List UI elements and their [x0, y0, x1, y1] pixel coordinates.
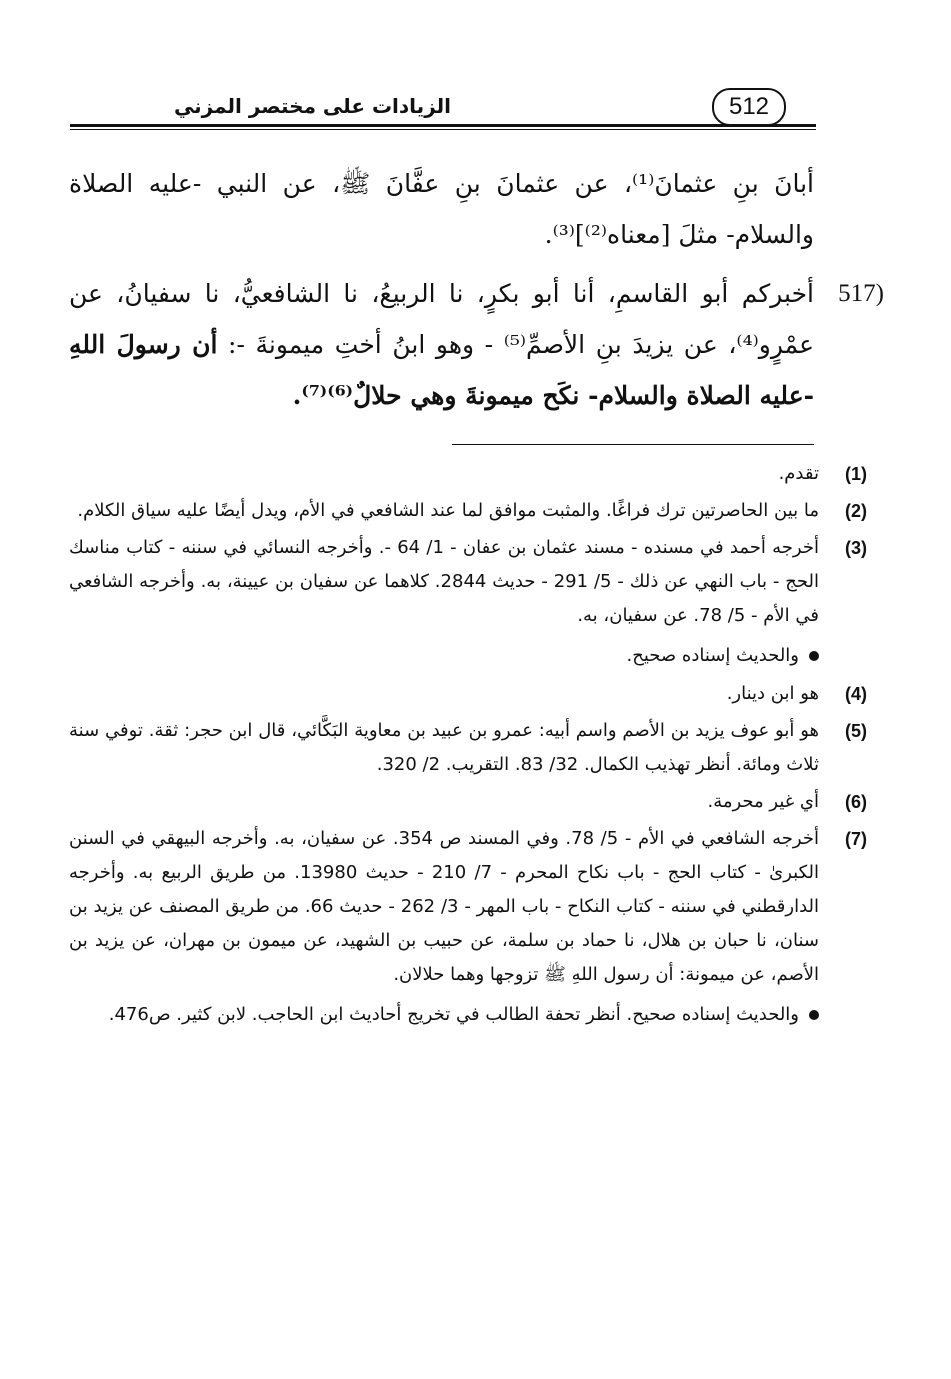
- footnote-7-grading: [69, 998, 819, 1032]
- footnote-number: (3): [845, 538, 867, 558]
- grading-text: والحديث إسناده صحيح.: [626, 645, 799, 666]
- page-header: [70, 80, 816, 128]
- footnote-3: [69, 531, 867, 633]
- footnote-number: (7): [845, 829, 867, 849]
- entry-number: 517): [838, 280, 884, 307]
- footnote-number: (2): [845, 501, 867, 521]
- footnote-2: [69, 494, 867, 528]
- main-text: [69, 158, 884, 421]
- footnote-text: أخرجه أحمد في مسنده - مسند عثمان بن عفان - 1/ 64 -. وأخرجه النسائي في سننه - كتاب مناسك الحج - باب النهي عن ذلك - 5/ 291 - حديث 2844. كلاهما عن سفيان بن عيينة، به. وأخرجه الشافعي في الأم - 5/ 78. عن سفيان، به.: [69, 537, 820, 626]
- footnote-text: هو أبو عوف يزيد بن الأصم واسم أبيه: عمرو بن عبيد بن معاوية البَكَّائي، قال ابن حجر: ثقة. توفي سنة ثلاث ومائة. أنظر تهذيب الكمال. 32/ 83. التقريب. 2/ 320.: [69, 720, 819, 775]
- footnotes: [69, 457, 867, 1036]
- footnote-7: [69, 822, 867, 992]
- footnote-number: (1): [845, 464, 867, 484]
- footnote-5: [69, 714, 867, 782]
- footnote-text: هو ابن دينار.: [726, 683, 819, 704]
- isnad-text: أخبركم أبو القاسمِ، أنا أبو بكرٍ، نا الربيعُ، نا الشافعيُّ، نا سفيانُ، عن عمْرٍو⁽⁴⁾، عن يزيدَ بنِ الأصمِّ⁽⁵⁾ - وهو ابنُ أختِ ميمونةَ -:: [69, 279, 814, 359]
- footnote-number: (4): [845, 684, 867, 704]
- running-title: الزيادات على مختصر المزني: [173, 94, 451, 118]
- matn-text: أن رسولَ اللهِ -عليه الصلاة والسلام- نكَح ميمونةَ وهي حلالٌ⁽⁶⁾⁽⁷⁾.: [69, 330, 814, 410]
- footnote-3-grading: [69, 639, 819, 673]
- footnote-text: ما بين الحاصرتين ترك فراغًا. والمثبت موافق لما عند الشافعي في الأم، ويدل أيضًا عليه سياق الكلام.: [77, 500, 819, 521]
- bullet-icon: [809, 1010, 819, 1020]
- footnote-number: (6): [845, 792, 867, 812]
- page-number: 512: [712, 88, 786, 126]
- footnote-6: [69, 785, 867, 819]
- grading-text: والحديث إسناده صحيح. أنظر تحفة الطالب في تخريج أحاديث ابن الحاجب. لابن كثير. ص476.: [108, 1004, 799, 1025]
- footnote-4: [69, 677, 867, 711]
- footnote-separator: [452, 444, 814, 445]
- footnote-text: تقدم.: [778, 463, 819, 484]
- footnote-1: [69, 457, 867, 491]
- footnote-number: (5): [845, 721, 867, 741]
- paragraph-continuation: أبانَ بنِ عثمانَ⁽¹⁾، عن عثمانَ بنِ عفَّانَ ﷺ، عن النبي -عليه الصلاة والسلام- مثلَ [معناه⁽²⁾]⁽³⁾.: [69, 169, 814, 249]
- header-rule-thick: [70, 124, 816, 127]
- header-rule-thin: [70, 129, 816, 130]
- bullet-icon: [809, 651, 819, 661]
- footnote-text: أخرجه الشافعي في الأم - 5/ 78. وفي المسند ص 354. عن سفيان، به. وأخرجه البيهقي في السنن الكبرىٰ - كتاب الحج - باب نكاح المحرم - 7/ 210 - حديث 13980. من طريق الربيع به. وأخرجه الدارقطني في سننه - كتاب النكاح - باب المهر - 3/ 262 - حديث 66. من طريق المصنف عن يزيد بن سنان، نا حبان بن هلال، نا حماد بن سلمة، عن حبيب بن الشهيد، عن ميمون بن مهران، عن يزيد بن الأصم، عن ميمونة: أن رسول اللهِ ﷺ تزوجها وهما حلالان.: [69, 828, 820, 985]
- hadith-entry-517: [69, 268, 884, 421]
- footnote-text: أي غير محرمة.: [707, 791, 819, 812]
